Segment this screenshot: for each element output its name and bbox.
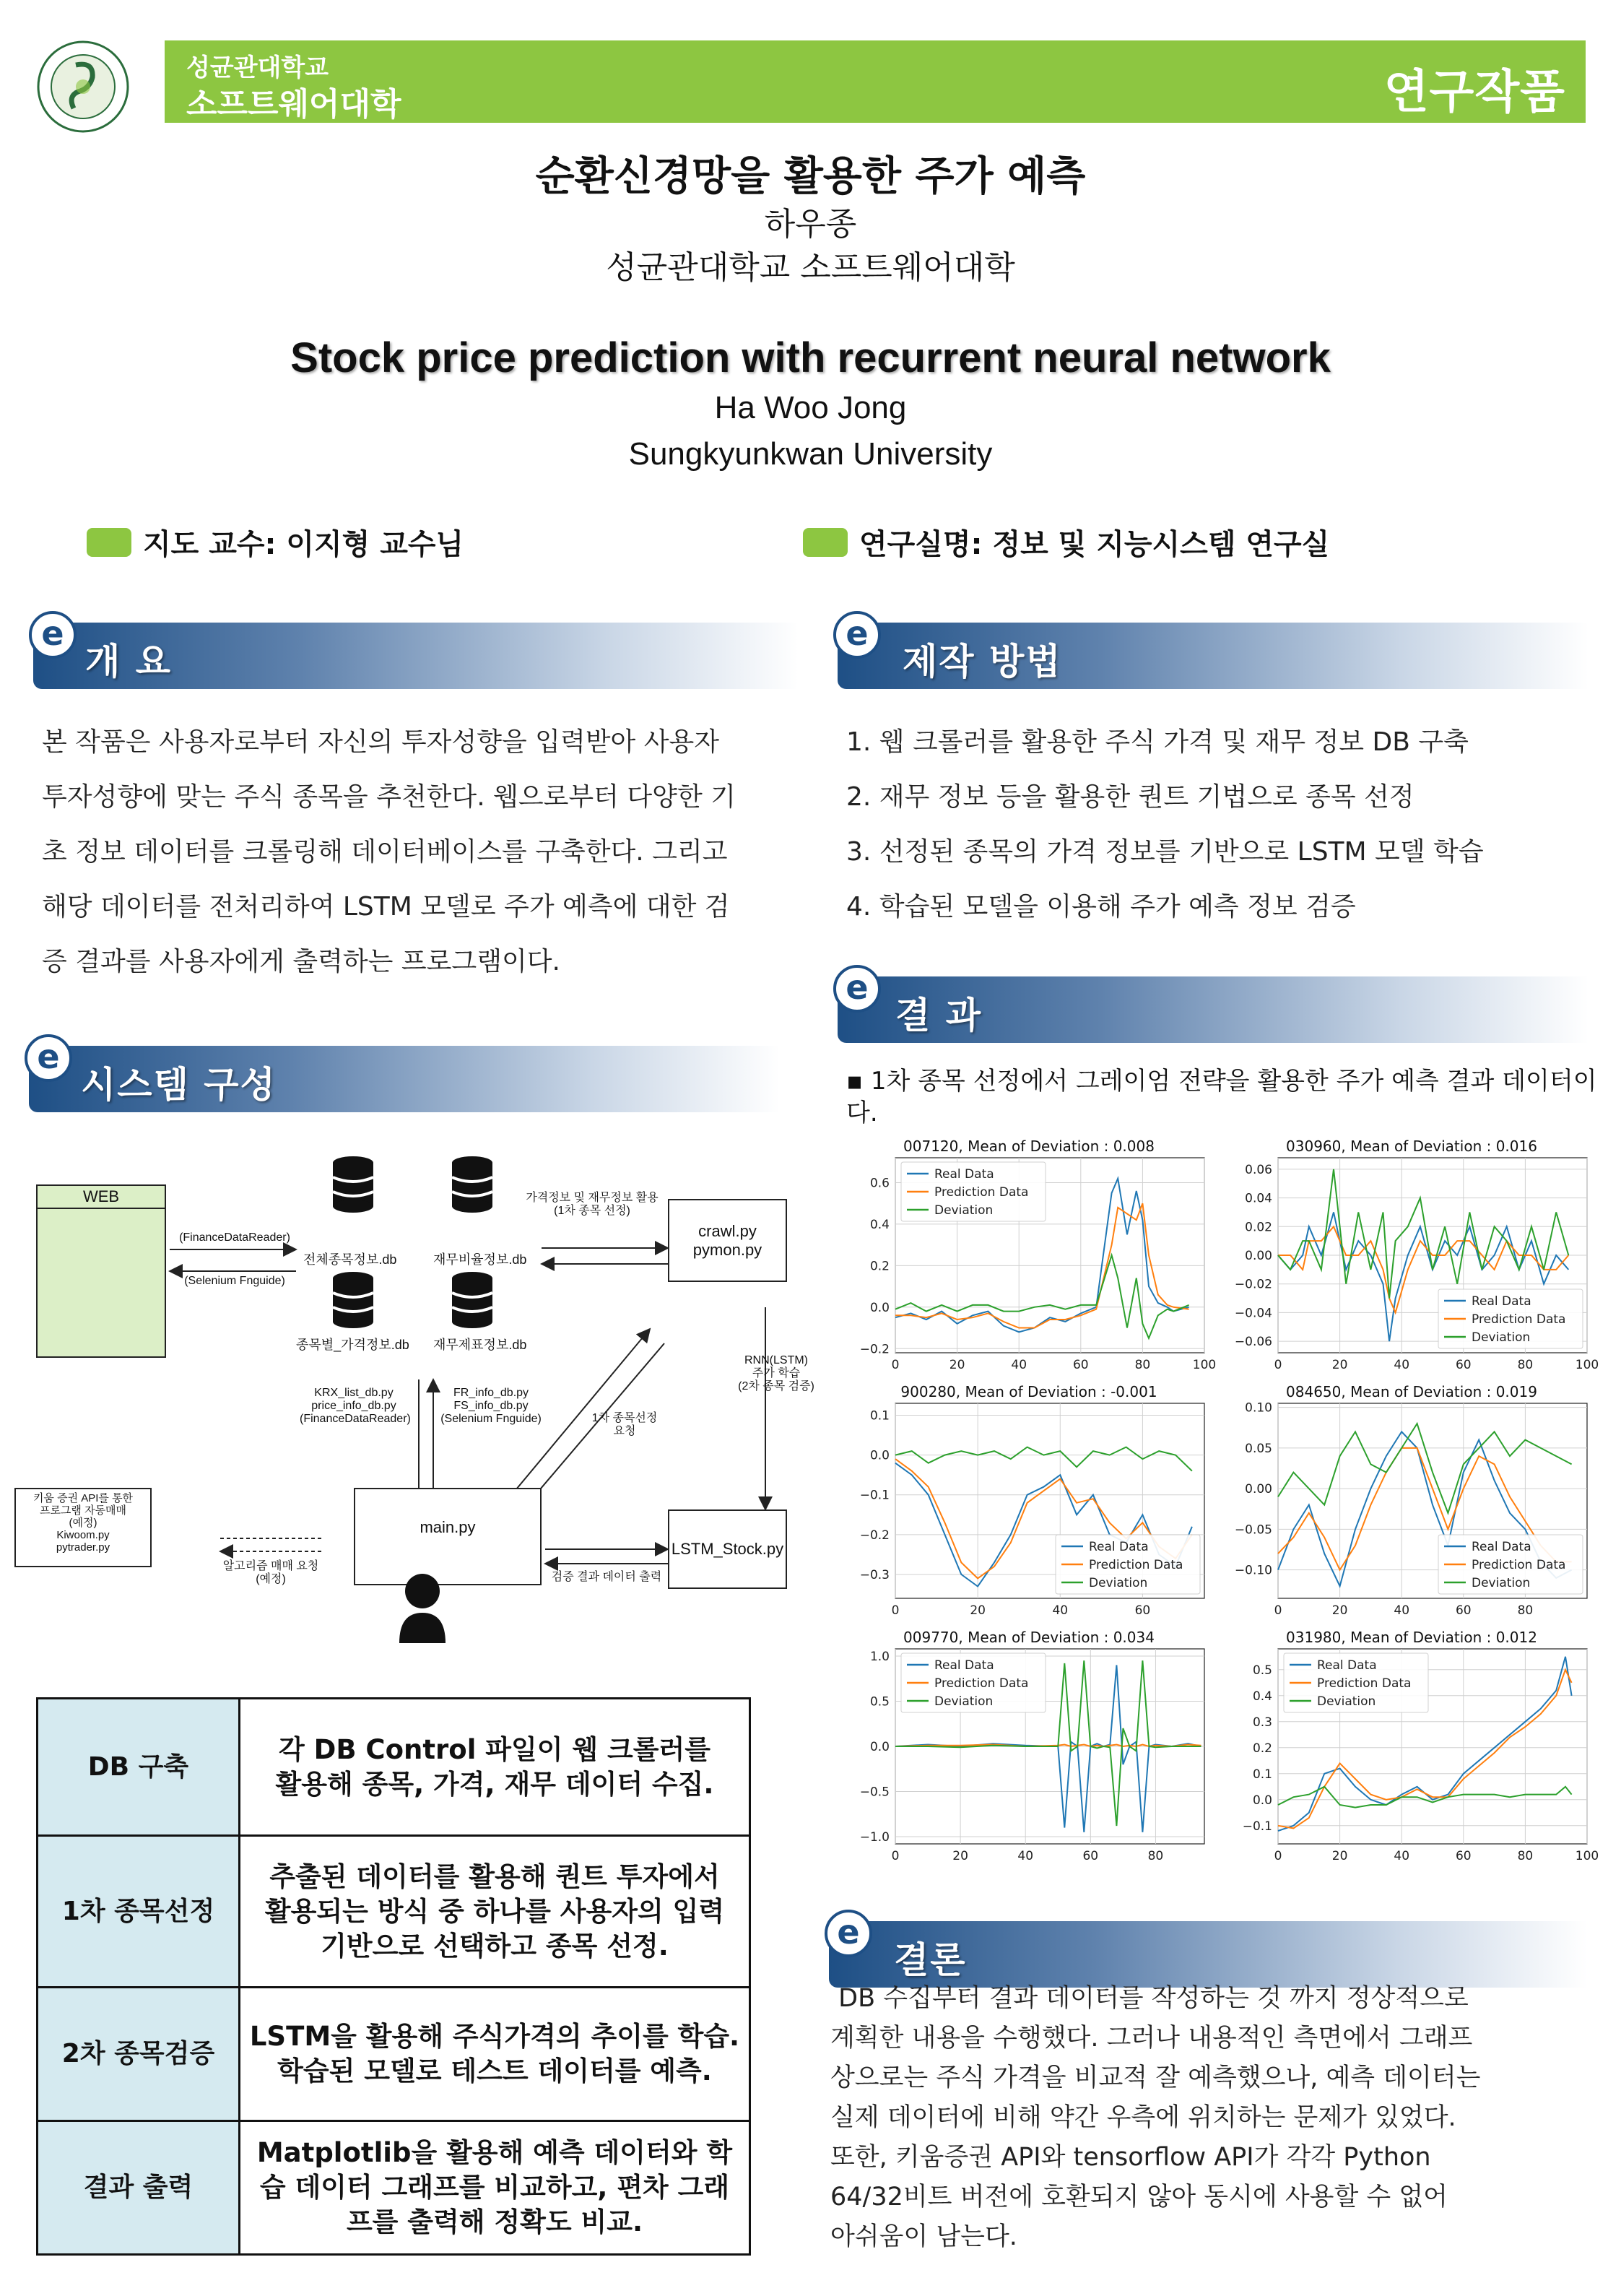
title-korean: 순환신경망을 활용한 주가 예측 xyxy=(535,153,1086,200)
lstm-box xyxy=(668,1509,787,1589)
e-logo-icon: e xyxy=(25,1034,72,1082)
y-tick-label: −0.1 xyxy=(859,1488,890,1503)
y-tick-label: −0.02 xyxy=(1234,1277,1272,1292)
list-item: 3. 선정된 종목의 가격 정보를 기반으로 LSTM 모델 학습 xyxy=(846,837,1484,867)
method-list xyxy=(846,715,1484,935)
y-tick-label: 0.2 xyxy=(869,1259,890,1274)
x-tick-label: 80 xyxy=(1517,1849,1534,1863)
green-bullet-icon xyxy=(87,528,131,557)
x-tick-label: 40 xyxy=(1011,1358,1027,1372)
y-tick-label: 0.10 xyxy=(1245,1400,1272,1416)
affiliation-korean: 성균관대학교 소프트웨어대학 xyxy=(606,249,1015,286)
x-tick-label: 40 xyxy=(1394,1358,1410,1372)
db-label: 재무비율정보.db xyxy=(433,1252,527,1267)
x-tick-label: 80 xyxy=(1517,1603,1534,1618)
chart-panel xyxy=(838,1383,1220,1629)
section-header-result xyxy=(838,968,1589,1043)
y-tick-label: −1.0 xyxy=(859,1830,890,1845)
conclusion-line: 또한, 키움증권 API와 tensorflow API가 각각 Python xyxy=(830,2143,1431,2172)
conclusion-line: 실제 데이터에 비해 약간 우측에 위치하는 문제가 있었다. xyxy=(830,2103,1456,2132)
legend-label: Deviation xyxy=(934,1694,994,1709)
line-chart xyxy=(838,1153,1217,1383)
advisor-text: 지도 교수: 이지형 교수님 xyxy=(143,528,464,561)
x-tick-label: 100 xyxy=(1192,1358,1217,1372)
section-title: 시스템 구성 xyxy=(81,1064,277,1106)
section-header-method xyxy=(838,614,1589,689)
user-icon xyxy=(397,1571,448,1643)
y-tick-label: 0.1 xyxy=(1252,1767,1272,1782)
header-university: 성균관대학교 xyxy=(186,53,329,82)
chart-legend xyxy=(901,1162,1046,1221)
y-tick-label: 0.00 xyxy=(1245,1482,1272,1497)
e-logo-icon: e xyxy=(833,965,881,1013)
table-row xyxy=(38,2121,750,2255)
e-logo-icon: e xyxy=(29,611,77,659)
list-item: 4. 학습된 모델을 이용해 주가 예측 정보 검증 xyxy=(846,892,1356,922)
db-label: 재무제표정보.db xyxy=(433,1338,527,1352)
line-chart xyxy=(1220,1399,1596,1629)
web-label: WEB xyxy=(38,1186,165,1209)
legend-label: Deviation xyxy=(1472,1330,1531,1345)
database-icon xyxy=(332,1156,374,1213)
lab-text: 연구실명: 정보 및 지능시스템 연구실 xyxy=(859,528,1330,561)
line-chart xyxy=(838,1399,1213,1629)
fr-note: FR_info_db.py FS_info_db.py (Selenium Fnguide) xyxy=(440,1387,542,1425)
legend-label: Prediction Data xyxy=(1317,1676,1412,1691)
y-tick-label: −0.06 xyxy=(1234,1335,1272,1350)
chart-legend xyxy=(901,1653,1046,1712)
chart-title: 007120, Mean of Deviation : 0.008 xyxy=(903,1138,1155,1155)
line-chart xyxy=(1220,1645,1599,1874)
y-tick-label: 0.5 xyxy=(869,1694,890,1710)
crawl-note: 가격정보 및 재무정보 활용 (1차 종목 선정) xyxy=(526,1192,659,1217)
legend-label: Prediction Data xyxy=(934,1185,1029,1200)
chart-title: 009770, Mean of Deviation : 0.034 xyxy=(903,1629,1155,1646)
table-head: 1차 종목선정 xyxy=(38,1836,240,1988)
table-head: 2차 종목검증 xyxy=(38,1988,240,2121)
section-title: 제작 방법 xyxy=(903,641,1062,683)
chart-panel xyxy=(1220,1383,1603,1629)
y-tick-label: 0.5 xyxy=(1252,1663,1272,1678)
legend-label: Prediction Data xyxy=(934,1676,1029,1691)
chart-panel xyxy=(838,1138,1220,1383)
legend-label: Deviation xyxy=(934,1203,994,1218)
overview-line: 초 정보 데이터를 크롤링해 데이터베이스를 구축한다. 그리고 xyxy=(42,837,728,867)
header-tag: 연구작품 xyxy=(1383,66,1565,119)
y-tick-label: 0.3 xyxy=(1252,1715,1272,1730)
x-tick-label: 60 xyxy=(1072,1358,1089,1372)
x-tick-label: 20 xyxy=(1331,1603,1348,1618)
y-tick-label: −0.2 xyxy=(859,1528,890,1543)
overview-line: 증 결과를 사용자에게 출력하는 프로그램이다. xyxy=(42,947,560,976)
overview-text xyxy=(42,715,807,989)
green-bullet-icon xyxy=(803,528,848,557)
x-tick-label: 0 xyxy=(1274,1603,1282,1618)
y-tick-label: 0.2 xyxy=(1252,1741,1272,1756)
y-tick-label: 0.06 xyxy=(1245,1162,1272,1177)
list-item: 1. 웹 크롤러를 활용한 주식 가격 및 재무 정보 DB 구축 xyxy=(846,727,1469,757)
y-tick-label: 0.0 xyxy=(869,1740,890,1754)
x-tick-label: 60 xyxy=(1082,1849,1099,1863)
section-title: 결론 xyxy=(894,1939,967,1981)
main-box xyxy=(354,1488,542,1585)
y-tick-label: −0.1 xyxy=(1242,1819,1272,1834)
x-tick-label: 20 xyxy=(949,1358,965,1372)
conclusion-line: DB 수집부터 결과 데이터를 작성하는 것 까지 정상적으로 xyxy=(830,1984,1469,2013)
chart-title: 030960, Mean of Deviation : 0.016 xyxy=(1286,1138,1537,1155)
overview-line: 해당 데이터를 전처리하여 LSTM 모델로 주가 예측에 대한 검 xyxy=(42,892,730,922)
legend-label: Prediction Data xyxy=(1472,1558,1566,1572)
y-tick-label: 1.0 xyxy=(869,1650,890,1664)
x-tick-label: 60 xyxy=(1455,1849,1472,1863)
overview-line: 본 작품은 사용자로부터 자신의 투자성향을 입력받아 사용자 xyxy=(42,727,720,757)
chart-legend xyxy=(1438,1289,1583,1348)
database-icon xyxy=(451,1156,493,1213)
conclusion-line: 64/32비트 버전에 호환되지 않아 동시에 사용할 수 없어 xyxy=(830,2183,1448,2211)
db-label: 종목별_가격정보.db xyxy=(296,1338,409,1352)
y-tick-label: 0.6 xyxy=(869,1176,890,1191)
chart-title: 031980, Mean of Deviation : 0.012 xyxy=(1286,1629,1537,1646)
title-english: Stock price prediction with recurrent neural network xyxy=(290,334,1331,381)
x-tick-label: 20 xyxy=(970,1603,986,1618)
conclusion-line: 아쉬움이 남는다. xyxy=(830,2222,1017,2251)
section-header-system xyxy=(29,1037,780,1112)
y-tick-label: 0.04 xyxy=(1245,1191,1272,1206)
y-tick-label: 0.05 xyxy=(1245,1441,1272,1456)
system-diagram xyxy=(14,1156,814,1647)
table-body: 각 DB Control 파일이 웹 크롤러를 활용해 종목, 가격, 재무 데이터 수집. xyxy=(240,1699,750,1836)
x-tick-label: 20 xyxy=(1331,1849,1348,1863)
legend-label: Real Data xyxy=(1089,1540,1149,1554)
legend-label: Deviation xyxy=(1472,1576,1531,1590)
legend-label: Deviation xyxy=(1089,1576,1148,1590)
chart-panel xyxy=(1220,1629,1603,1874)
y-tick-label: −0.2 xyxy=(859,1342,890,1357)
rnn-note: RNN(LSTM) 주가 학습 (2차 종목 검증) xyxy=(738,1354,814,1392)
x-tick-label: 20 xyxy=(1331,1358,1348,1372)
table-row xyxy=(38,1836,750,1988)
line-chart xyxy=(1220,1153,1599,1383)
x-tick-label: 20 xyxy=(952,1849,968,1863)
table-head: 결과 출력 xyxy=(38,2121,240,2255)
y-tick-label: 0.0 xyxy=(869,1300,890,1315)
database-icon xyxy=(332,1271,374,1329)
x-tick-label: 0 xyxy=(1274,1849,1282,1863)
chart-title: 084650, Mean of Deviation : 0.019 xyxy=(1286,1383,1537,1400)
finance-reader-label: (FinanceDataReader) xyxy=(179,1231,290,1244)
x-tick-label: 0 xyxy=(1274,1358,1282,1372)
legend-label: Real Data xyxy=(934,1167,994,1182)
legend-label: Prediction Data xyxy=(1472,1312,1566,1327)
section-header-overview xyxy=(33,614,799,689)
y-tick-label: 0.02 xyxy=(1245,1220,1272,1235)
e-logo-icon: e xyxy=(833,611,881,659)
chart-panel xyxy=(1220,1138,1603,1383)
lstm-box-label: LSTM_Stock.py xyxy=(671,1540,784,1558)
x-tick-label: 40 xyxy=(1017,1849,1034,1863)
legend-label: Prediction Data xyxy=(1089,1558,1183,1572)
charts-grid xyxy=(838,1138,1603,1874)
y-tick-label: 0.0 xyxy=(1252,1793,1272,1808)
advisor-line xyxy=(87,521,464,563)
verify-output-note: 검증 결과 데이터 출력 xyxy=(551,1571,662,1583)
selenium-label: (Selenium Fnguide) xyxy=(184,1275,285,1287)
krx-note: KRX_list_db.py price_info_db.py (FinanceDataReader) xyxy=(300,1387,411,1425)
section-title: 개 요 xyxy=(85,641,173,683)
crawl-box: crawl.py pymon.py xyxy=(668,1199,787,1282)
x-tick-label: 40 xyxy=(1052,1603,1069,1618)
header-bar xyxy=(165,40,1586,123)
kiwoom-box: 키움 증권 API를 통한 프로그램 자동매매 (예정) Kiwoom.py pytrader.py xyxy=(14,1488,152,1567)
conclusion-line: 상으로는 주식 가격을 비교적 잘 예측했으나, 예측 데이터는 xyxy=(830,2063,1481,2092)
x-tick-label: 40 xyxy=(1394,1849,1410,1863)
x-tick-label: 40 xyxy=(1394,1603,1410,1618)
e-logo-icon: e xyxy=(825,1910,872,1957)
conclusion-text xyxy=(830,1979,1589,2257)
university-logo xyxy=(36,40,130,134)
section-header-conclusion xyxy=(829,1912,1587,1988)
table-row xyxy=(38,1988,750,2121)
x-tick-label: 0 xyxy=(891,1358,900,1372)
x-tick-label: 60 xyxy=(1134,1603,1151,1618)
result-note: ▪ 1차 종목 선정에서 그레이엄 전략을 활용한 주가 예측 결과 데이터이다. xyxy=(846,1067,1597,1127)
header-college: 소프트웨어대학 xyxy=(186,86,401,123)
table-head: DB 구축 xyxy=(38,1699,240,1836)
main-box-label: main.py xyxy=(420,1518,476,1536)
chart-legend xyxy=(1056,1535,1200,1594)
table-row xyxy=(38,1699,750,1836)
legend-label: Real Data xyxy=(934,1658,994,1673)
x-tick-label: 80 xyxy=(1517,1358,1534,1372)
section-title: 결 과 xyxy=(895,995,983,1036)
select-request-note: 1차 종목선정 요청 xyxy=(591,1412,658,1437)
table-body: LSTM을 활용해 주식가격의 추이를 학습. 학습된 모델로 테스트 데이터를 예측. xyxy=(240,1988,750,2121)
affiliation-english: Sungkyunkwan University xyxy=(628,436,993,472)
table-body: 추출된 데이터를 활용해 퀀트 투자에서 활용되는 방식 중 하나를 사용자의 입력 기반으로 선택하고 종목 선정. xyxy=(240,1836,750,1988)
x-tick-label: 60 xyxy=(1455,1358,1472,1372)
legend-label: Real Data xyxy=(1317,1658,1377,1673)
chart-legend xyxy=(1438,1535,1583,1594)
y-tick-label: −0.10 xyxy=(1234,1563,1272,1578)
x-tick-label: 0 xyxy=(891,1603,900,1618)
database-icon xyxy=(451,1271,493,1329)
lab-line xyxy=(803,521,1329,563)
web-box xyxy=(36,1184,166,1358)
x-tick-label: 0 xyxy=(891,1849,900,1863)
x-tick-label: 100 xyxy=(1575,1358,1599,1372)
y-tick-label: −0.04 xyxy=(1234,1306,1272,1321)
legend-label: Real Data xyxy=(1472,1540,1531,1554)
conclusion-line: 계획한 내용을 수행했다. 그러나 내용적인 측면에서 그래프 xyxy=(830,2024,1473,2053)
chart-panel xyxy=(838,1629,1220,1874)
x-tick-label: 100 xyxy=(1575,1849,1599,1863)
y-tick-label: 0.1 xyxy=(869,1408,890,1424)
x-tick-label: 80 xyxy=(1134,1358,1151,1372)
line-chart xyxy=(838,1645,1213,1874)
chart-legend xyxy=(1284,1653,1428,1712)
x-tick-label: 80 xyxy=(1147,1849,1164,1863)
y-tick-label: 0.4 xyxy=(1252,1689,1272,1704)
y-tick-label: 0.00 xyxy=(1245,1249,1272,1263)
y-tick-label: 0.0 xyxy=(869,1448,890,1463)
process-table xyxy=(36,1697,751,2256)
list-item: 2. 재무 정보 등을 활용한 퀀트 기법으로 종목 선정 xyxy=(846,782,1414,812)
x-tick-label: 60 xyxy=(1455,1603,1472,1618)
legend-label: Deviation xyxy=(1317,1694,1376,1709)
y-tick-label: −0.3 xyxy=(859,1567,890,1582)
db-label: 전체종목정보.db xyxy=(303,1252,397,1267)
overview-line: 투자성향에 맞는 주식 종목을 추천한다. 웹으로부터 다양한 기 xyxy=(42,782,736,812)
algo-request-note: 알고리즘 매매 요청 (예정) xyxy=(222,1560,319,1585)
chart-title: 900280, Mean of Deviation : -0.001 xyxy=(900,1383,1157,1400)
y-tick-label: −0.05 xyxy=(1234,1522,1272,1538)
table-body: Matplotlib을 활용해 예측 데이터와 학 습 데이터 그래프를 비교하고, 편차 그래 프를 출력해 정확도 비교. xyxy=(240,2121,750,2255)
y-tick-label: 0.4 xyxy=(869,1217,890,1232)
author-english: Ha Woo Jong xyxy=(714,390,907,425)
author-korean: 하우종 xyxy=(764,206,857,243)
legend-label: Real Data xyxy=(1472,1294,1531,1309)
y-tick-label: −0.5 xyxy=(859,1785,890,1800)
